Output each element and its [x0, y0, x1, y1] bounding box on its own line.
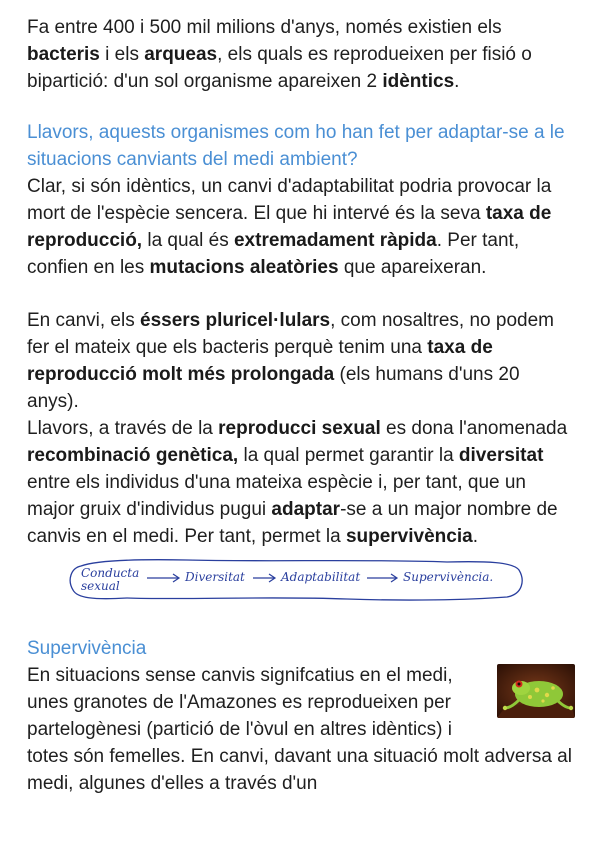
- arrow-right-icon: [367, 574, 397, 582]
- flow-step-3: Adaptabilitat: [281, 570, 361, 584]
- text-run: Clar, si són idèntics, un canvi d'adaptabilitat podria provocar la mort de l'espècie sencera. El que hi intervé és la seva: [27, 176, 552, 224]
- bold-term: idèntics: [382, 71, 455, 92]
- text-run: .: [454, 71, 460, 92]
- bold-term: mutacions aleatòries: [149, 257, 339, 278]
- text-run: Fa entre 400 i 500 mil milions d'anys, només existien els: [27, 17, 502, 38]
- handwritten-flow-note: [27, 556, 575, 616]
- survival-heading: Supervivència: [27, 638, 147, 659]
- bold-term: diversitat: [458, 445, 544, 466]
- text-run: En situacions sense canvis signifcatius en el medi, unes granotes de l'Amazones es reprodueixen per partelogènesi (partició de l'òvul en altres idèntics) i totes són femelles. En canvi, davant una situació molt adversa al medi, algunes d'elles a través d'un: [27, 665, 572, 794]
- text-run: la qual permet garantir la: [238, 445, 459, 466]
- bold-term: éssers pluricel·lulars: [140, 310, 331, 331]
- text-run: .: [472, 526, 478, 547]
- bold-term: bacteris: [27, 44, 100, 65]
- text-run: la qual és: [142, 230, 234, 251]
- arrow-right-icon: [253, 574, 275, 582]
- handwritten-flow-svg: [67, 556, 527, 604]
- text-run: , com nosaltres, no podem fer el mateix que els bacteris perquè tenim una: [27, 310, 554, 358]
- document-page: [27, 14, 575, 797]
- bold-term: arqueas: [144, 44, 218, 65]
- arrow-right-icon: [147, 574, 179, 582]
- bold-term: taxa de reproducció molt més prolongada: [27, 337, 493, 385]
- text-run: , els quals es reprodueixen per fisió o bipartició: d'un sol organisme apareixen 2: [27, 44, 532, 92]
- text-run: que apareixeran.: [338, 257, 487, 278]
- bold-term: extremadament ràpida: [233, 230, 437, 251]
- text-run: i els: [99, 44, 145, 65]
- text-run: Llavors, a través de la: [27, 418, 219, 439]
- frog-icon: [497, 664, 575, 718]
- question-heading: Llavors, aquests organismes com ho han fet per adaptar-se a le situacions canviants del medi ambient?: [27, 122, 565, 170]
- multicellular-paragraph: [27, 307, 575, 415]
- intro-paragraph: [27, 14, 575, 95]
- sexual-reproduction-paragraph: [27, 415, 575, 550]
- text-run: En canvi, els: [27, 310, 140, 331]
- text-run: . Per tant, confien en les: [27, 230, 520, 278]
- bold-term: adaptar: [271, 499, 341, 520]
- bold-term: taxa de reproducció,: [27, 203, 552, 251]
- text-run: entre els individus d'una mateixa espècie i, per tant, que un major gruix d'individus pugui: [27, 472, 526, 520]
- flow-step-4: Supervivència.: [403, 570, 494, 584]
- bold-term: reproducci sexual: [218, 418, 381, 439]
- flow-step-1-line-1: Conducta: [81, 566, 140, 580]
- answer-paragraph: [27, 173, 575, 281]
- text-run: es dona l'anomenada: [380, 418, 568, 439]
- frog-image: [497, 664, 575, 718]
- flow-step-1-line-2: sexual: [81, 579, 120, 593]
- bold-term: recombinació genètica,: [27, 445, 239, 466]
- flow-step-2: Diversitat: [185, 570, 245, 584]
- bold-term: supervivència: [345, 526, 473, 547]
- text-run: -se a un major nombre de canvis en el medi. Per tant, permet la: [27, 499, 558, 547]
- survival-section: [27, 635, 575, 797]
- survival-paragraph: [27, 662, 575, 797]
- text-run: (els humans d'uns 20 anys).: [27, 364, 520, 412]
